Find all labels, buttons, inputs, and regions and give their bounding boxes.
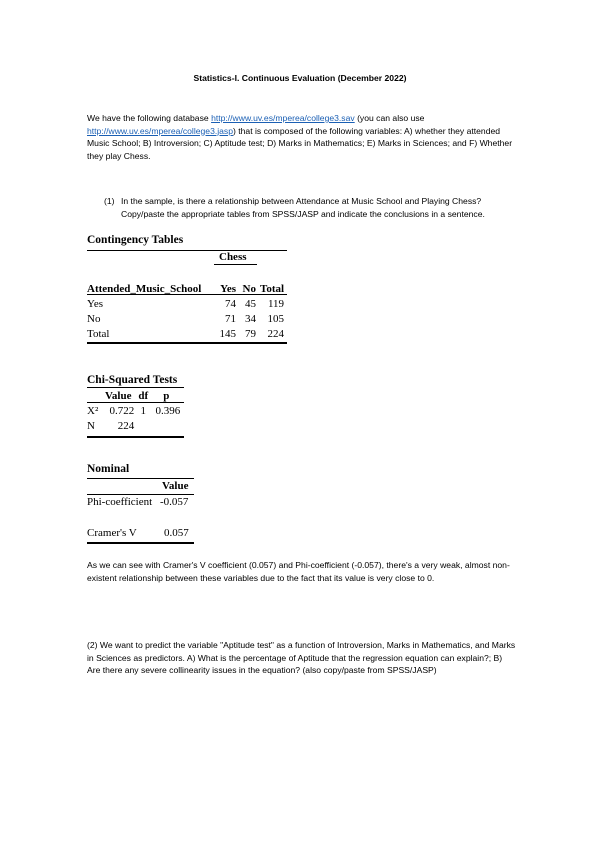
intro-paragraph — [87, 112, 517, 162]
chi-bottom-rule — [87, 436, 184, 438]
cell — [150, 418, 182, 433]
cell: 45 — [245, 297, 256, 310]
chi-col-p: p — [163, 389, 170, 402]
cell: 224 — [267, 327, 285, 340]
cell: 0.722 — [109, 404, 135, 417]
row-label: Yes — [87, 297, 104, 310]
contingency-bottom-rule — [87, 342, 287, 344]
cell: 34 — [245, 312, 256, 325]
contingency-table-title: Contingency Tables — [87, 234, 184, 246]
table-row — [85, 326, 286, 341]
table-row — [85, 311, 286, 326]
question-1-number: (1) — [104, 196, 115, 206]
intro-text-mid: (you can also use — [354, 113, 425, 123]
chi-squared-table — [85, 388, 182, 433]
chi-col-value: Value — [105, 389, 132, 402]
nominal-row-label: Cramer's V — [87, 527, 137, 539]
contingency-group-header: Chess — [219, 251, 247, 263]
chi-corner — [85, 388, 100, 403]
cell: 79 — [245, 327, 256, 340]
document-title: Statistics-I. Continuous Evaluation (December 2022) — [193, 73, 407, 83]
contingency-header-rule — [87, 294, 287, 295]
cell: 71 — [225, 312, 236, 325]
row-label: N — [87, 419, 95, 432]
chi-header-rule — [87, 402, 184, 403]
nominal-row-label: Phi-coefficient — [87, 496, 153, 508]
cell: 0.396 — [155, 404, 181, 417]
intro-text-start: We have the following database — [87, 113, 212, 123]
cell: 1 — [140, 404, 146, 417]
nominal-top-rule — [87, 478, 194, 479]
row-label: X² — [87, 404, 99, 417]
chi-col-df: df — [138, 389, 149, 402]
contingency-col-no: No — [242, 282, 256, 295]
table-row — [85, 418, 182, 433]
cell: 74 — [225, 297, 236, 310]
database-link-sav[interactable]: http://www.uv.es/mperea/college3.sav — [211, 113, 355, 123]
contingency-row-header: Attended_Music_School — [87, 282, 202, 295]
contingency-col-total: Total — [260, 282, 285, 295]
table-row — [85, 403, 182, 418]
question-1-text: In the sample, is there a relationship between Attendance at Music School and Playing Chess? Copy/paste the appropriate tables from SPSS/JASP and indicate the conclusions in a sentence. — [121, 196, 485, 219]
nominal-header-rule — [87, 494, 194, 495]
chi-header-row — [85, 388, 182, 403]
question-1 — [104, 195, 518, 220]
contingency-col-yes: Yes — [220, 282, 236, 295]
nominal-col-value: Value — [162, 480, 189, 492]
cell: 105 — [267, 312, 285, 325]
database-link-jasp[interactable]: http://www.uv.es/mperea/college3.jasp — [87, 125, 234, 136]
question-2: (2) We want to predict the variable "Aptitude test" as a function of Introversion, Marks in Mathematics, and Marks in Sciences as predictors. A) What is the percentage of Aptitude that the regression equation can explain?; B) Are there any severe collinearity issues in the equation? (also copy/paste from SPSS/JASP) — [87, 640, 516, 676]
cell: 224 — [117, 419, 135, 432]
chi-squared-title: Chi-Squared Tests — [87, 374, 178, 386]
cell: 145 — [219, 327, 236, 340]
intro-text-end: ) that is composed of the following variables: A) whether they attended Music School; B) Introversion; C) Aptitude test; D) Marks in Mathematics; E) Marks in Sciences; and F) Whether they play Chess. — [87, 125, 513, 161]
nominal-cell: -0.057 — [160, 496, 189, 508]
contingency-group-rule — [214, 264, 257, 265]
nominal-title: Nominal — [87, 463, 130, 475]
cell: 119 — [267, 297, 285, 310]
row-label: Total — [87, 327, 110, 340]
contingency-top-rule — [87, 250, 287, 251]
nominal-cell: 0.057 — [164, 527, 189, 539]
nominal-bottom-rule — [87, 542, 194, 544]
row-label: No — [87, 312, 101, 325]
table-row — [85, 296, 286, 311]
contingency-table — [85, 281, 286, 341]
cell — [136, 418, 150, 433]
conclusion-paragraph: As we can see with Cramer's V coefficient (0.057) and Phi-coefficient (-0.057), there's a very weak, almost non-existent relationship between these variables due to the fact that its value is very close to 0. — [87, 560, 510, 583]
